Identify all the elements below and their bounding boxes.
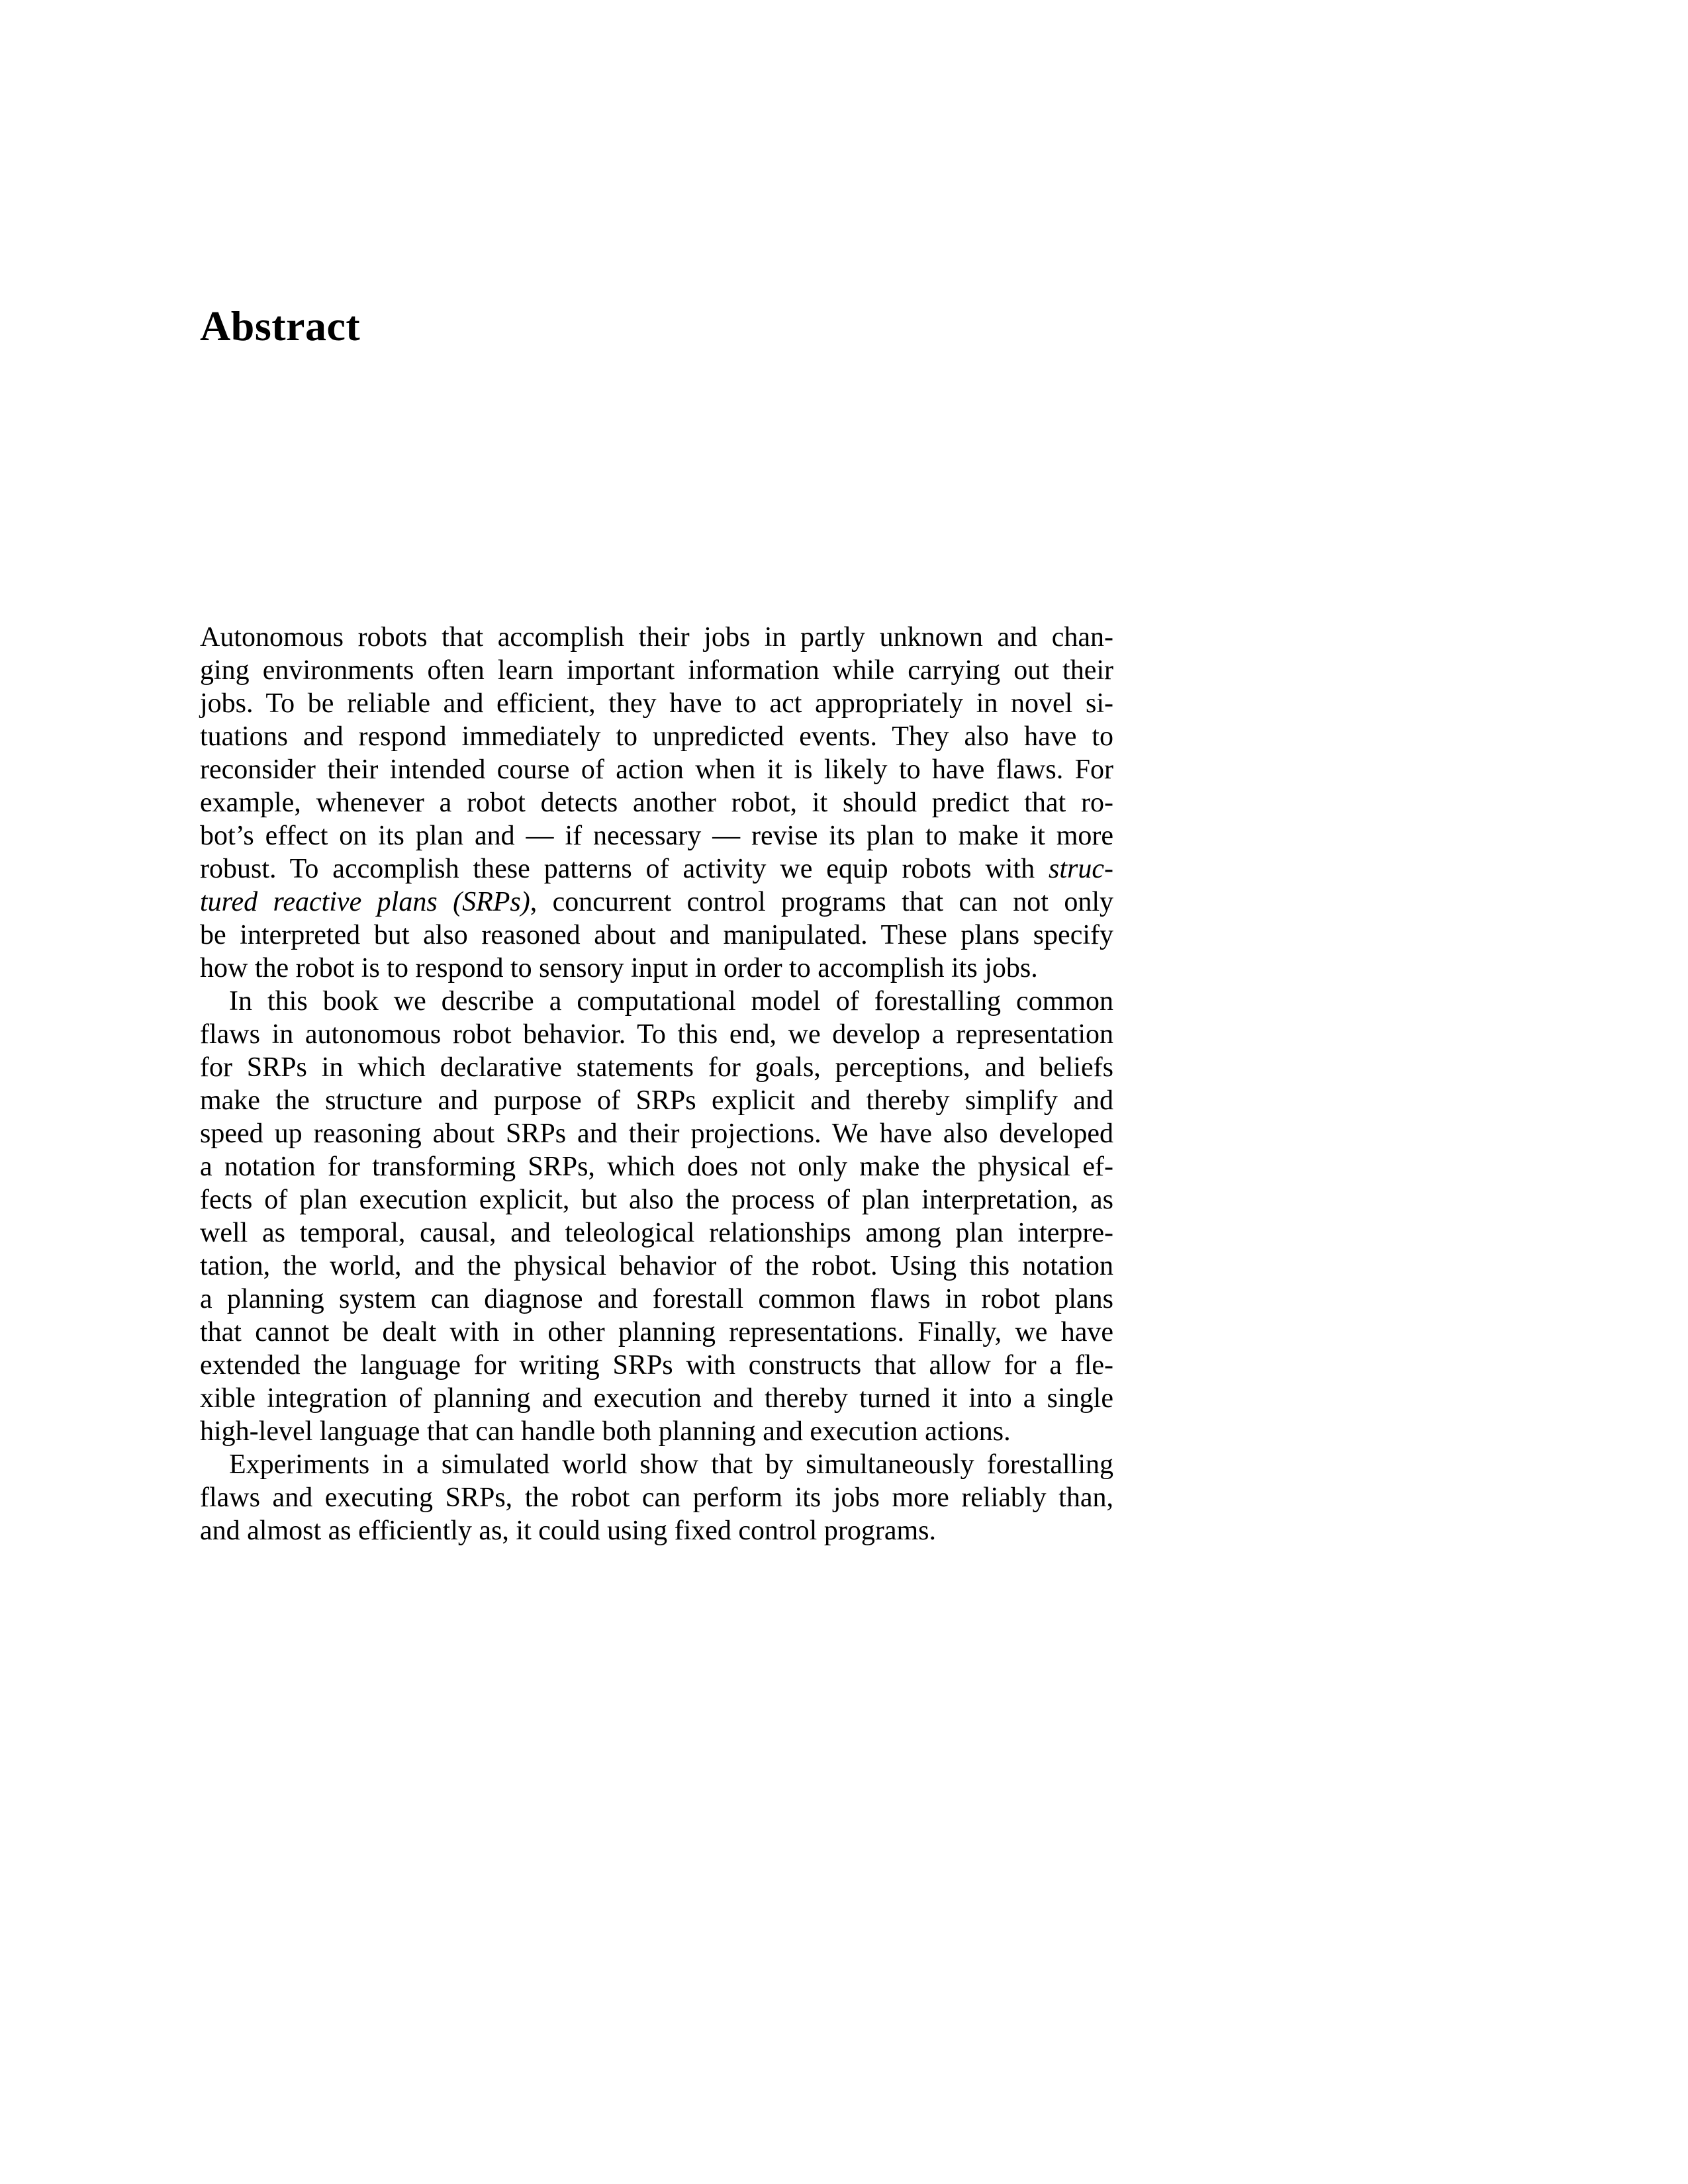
text-segment: fects of plan execution explicit, but also the process of plan interpretation, as bbox=[200, 1185, 1113, 1215]
text-segment: ging environments often learn important information while carrying out their bbox=[200, 655, 1113, 686]
text-segment: jobs. To be reliable and efficient, they have to act appropriately in novel si- bbox=[200, 688, 1113, 719]
text-line bbox=[200, 1514, 1113, 1547]
text-segment: high-level language that can handle both planning and execution actions. bbox=[200, 1416, 1011, 1447]
text-line bbox=[200, 1216, 1113, 1250]
abstract-paragraph-1 bbox=[200, 621, 1113, 985]
text-segment: flaws and executing SRPs, the robot can perform its jobs more reliably than, bbox=[200, 1482, 1113, 1513]
abstract-paragraph-2 bbox=[200, 985, 1113, 1448]
text-line bbox=[200, 1117, 1113, 1150]
text-segment: flaws in autonomous robot behavior. To this end, we develop a representation bbox=[200, 1019, 1113, 1050]
text-segment: and almost as efficiently as, it could using fixed control programs. bbox=[200, 1516, 936, 1546]
text-line bbox=[200, 852, 1113, 886]
text-segment: a notation for transforming SRPs, which does not only make the physical ef- bbox=[200, 1152, 1113, 1182]
text-line bbox=[200, 1349, 1113, 1382]
page-title: Abstract bbox=[200, 302, 361, 349]
text-segment: tation, the world, and the physical behavior of the robot. Using this notation bbox=[200, 1251, 1113, 1281]
text-segment: be interpreted but also reasoned about and manipulated. These plans specify bbox=[200, 920, 1113, 950]
text-segment: Autonomous robots that accomplish their jobs in partly unknown and chan- bbox=[200, 622, 1113, 653]
text-line bbox=[200, 886, 1113, 919]
abstract-body bbox=[200, 621, 1113, 1547]
text-line bbox=[200, 720, 1113, 753]
text-segment: for SRPs in which declarative statements for goals, perceptions, and beliefs bbox=[200, 1052, 1113, 1083]
text-line bbox=[200, 654, 1113, 687]
text-segment: a planning system can diagnose and forestall common flaws in robot plans bbox=[200, 1284, 1113, 1314]
abstract-paragraph-3 bbox=[200, 1448, 1113, 1547]
text-line bbox=[200, 819, 1113, 852]
text-line bbox=[200, 1018, 1113, 1051]
text-line bbox=[200, 621, 1113, 654]
text-segment: that cannot be dealt with in other planning representations. Finally, we have bbox=[200, 1317, 1113, 1347]
text-line bbox=[200, 1415, 1113, 1448]
text-line bbox=[200, 919, 1113, 952]
text-segment: extended the language for writing SRPs with constructs that allow for a fle- bbox=[200, 1350, 1113, 1381]
text-line bbox=[200, 1481, 1113, 1514]
text-line bbox=[200, 1084, 1113, 1117]
text-segment: speed up reasoning about SRPs and their projections. We have also developed bbox=[200, 1118, 1113, 1149]
text-segment: xible integration of planning and execution and thereby turned it into a single bbox=[200, 1383, 1113, 1414]
text-segment: example, whenever a robot detects another robot, it should predict that ro- bbox=[200, 788, 1113, 818]
text-segment: robust. To accomplish these patterns of activity we equip robots with bbox=[200, 854, 1049, 884]
text-line bbox=[200, 753, 1113, 786]
text-segment: tuations and respond immediately to unpredicted events. They also have to bbox=[200, 721, 1113, 752]
text-line bbox=[200, 1382, 1113, 1415]
text-segment: , concurrent control programs that can not only bbox=[530, 887, 1113, 917]
text-line bbox=[200, 1316, 1113, 1349]
text-segment: make the structure and purpose of SRPs explicit and thereby simplify and bbox=[200, 1085, 1113, 1116]
text-segment: reconsider their intended course of action when it is likely to have flaws. For bbox=[200, 754, 1113, 785]
text-line bbox=[200, 687, 1113, 720]
italic-text-segment: struc- bbox=[1049, 854, 1113, 884]
text-segment: In this book we describe a computational model of forestalling common bbox=[229, 986, 1113, 1017]
text-line bbox=[200, 1283, 1113, 1316]
text-line bbox=[200, 1150, 1113, 1183]
text-line bbox=[200, 1183, 1113, 1216]
text-segment: bot’s effect on its plan and — if necessary — revise its plan to make it more bbox=[200, 821, 1113, 851]
text-line bbox=[200, 952, 1113, 985]
text-line bbox=[200, 1250, 1113, 1283]
text-line bbox=[200, 985, 1113, 1018]
text-line bbox=[200, 786, 1113, 819]
text-line bbox=[200, 1448, 1113, 1481]
text-segment: Experiments in a simulated world show that by simultaneously forestalling bbox=[229, 1449, 1113, 1480]
text-segment: how the robot is to respond to sensory input in order to accomplish its jobs. bbox=[200, 953, 1038, 983]
text-segment: well as temporal, causal, and teleological relationships among plan interpre- bbox=[200, 1218, 1113, 1248]
text-line bbox=[200, 1051, 1113, 1084]
italic-text-segment: tured reactive plans (SRPs) bbox=[200, 887, 530, 917]
